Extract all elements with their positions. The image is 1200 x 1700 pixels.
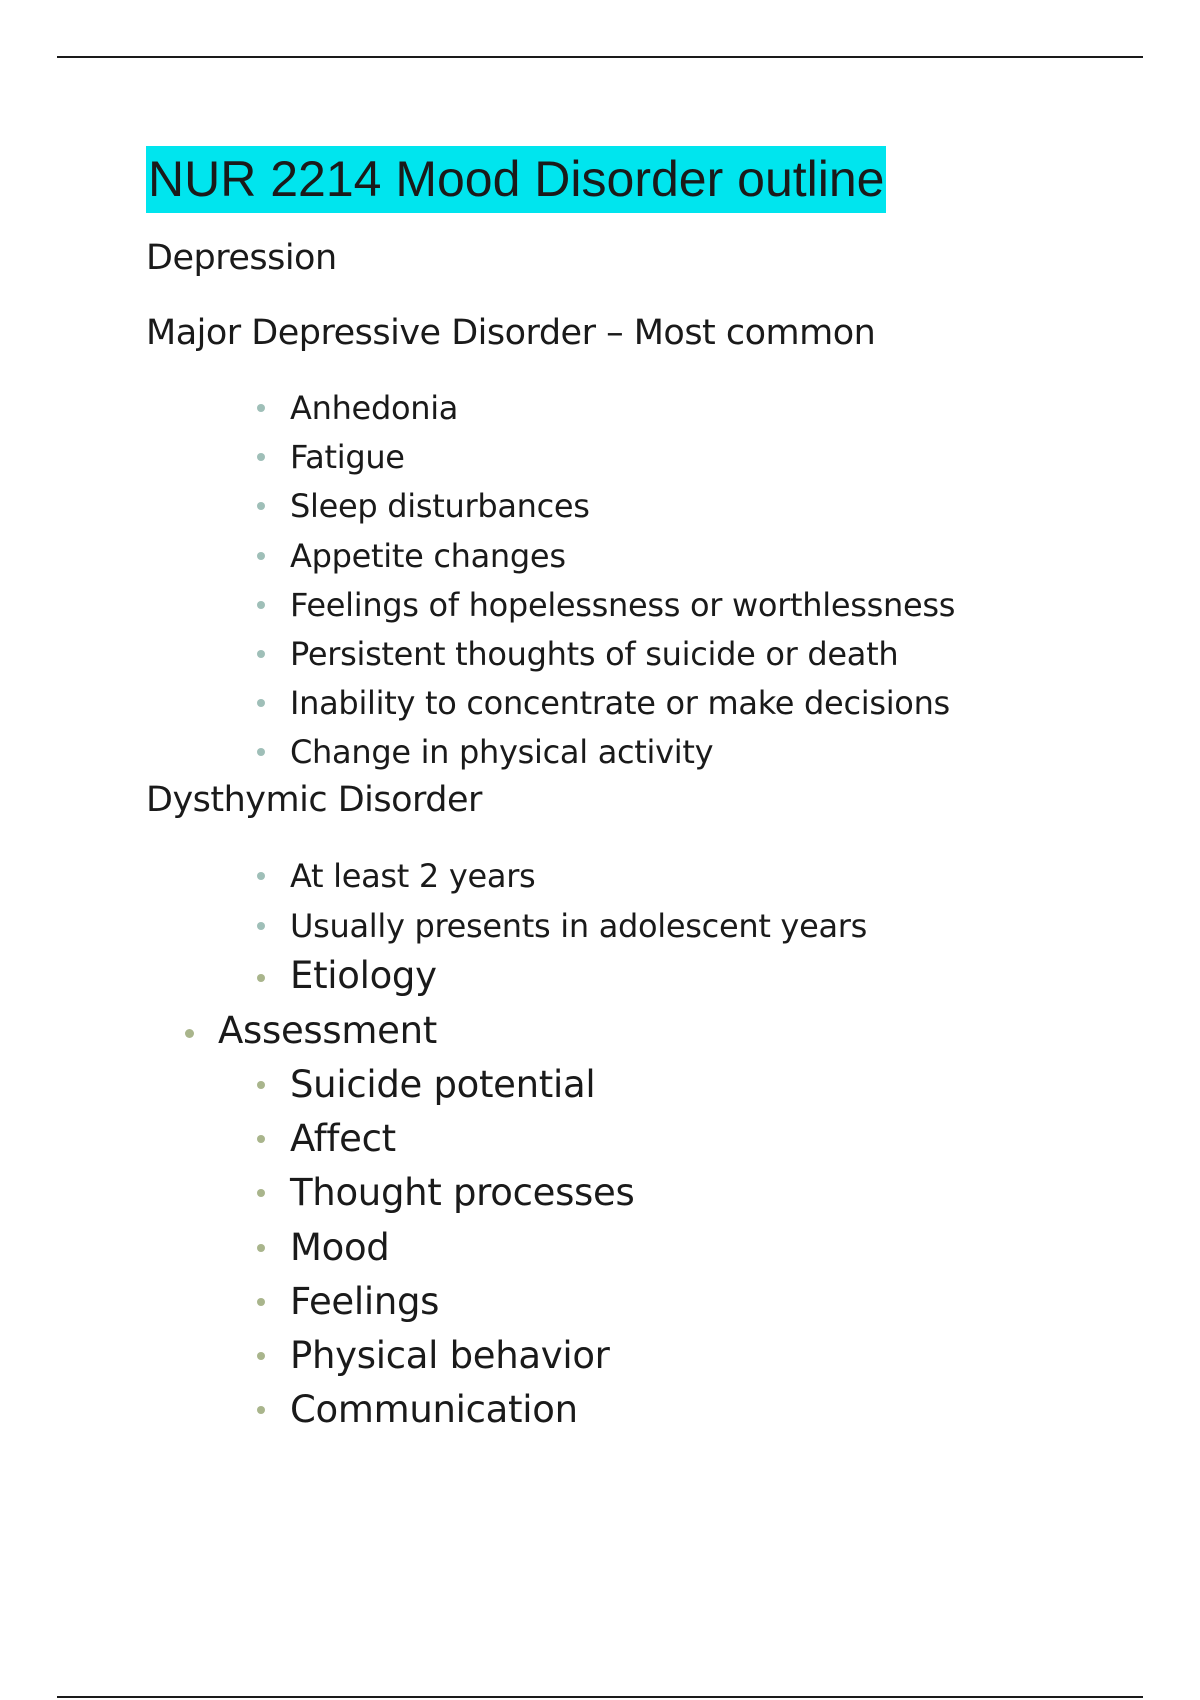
mdd-symptom-list [290, 388, 955, 782]
list-item [290, 683, 955, 732]
bullet-icon [257, 699, 265, 707]
bullet-icon [257, 974, 265, 982]
bullet-icon [257, 922, 265, 930]
heading-dysthymic-disorder: Dysthymic Disorder [146, 780, 482, 820]
bullet-icon [257, 650, 265, 658]
list-item [290, 732, 955, 781]
bullet-icon [257, 1406, 265, 1414]
list-item [290, 1063, 634, 1117]
list-item-text: Physical behavior [290, 1333, 610, 1377]
bullet-icon [257, 552, 265, 560]
list-item-text: Inability to concentrate or make decisions [290, 684, 950, 723]
bullet-icon [257, 872, 265, 880]
list-item-text: Feelings of hopelessness or worthlessness [290, 585, 956, 624]
list-item [290, 956, 867, 1006]
list-item-text: Persistent thoughts of suicide or death [290, 634, 899, 673]
bullet-icon [257, 404, 265, 412]
list-item-text: Appetite changes [290, 536, 566, 575]
list-item [290, 1226, 634, 1280]
list-item-text: Fatigue [290, 438, 405, 477]
assessment-label: Assessment [218, 1009, 437, 1052]
bullet-icon [257, 601, 265, 609]
list-item [290, 1388, 634, 1442]
list-item-text: Suicide potential [290, 1063, 596, 1106]
list-item [290, 1171, 634, 1225]
section-heading-depression: Depression [146, 238, 337, 278]
list-item [290, 388, 955, 437]
list-item-text: Etiology [290, 954, 437, 997]
list-item [290, 437, 955, 486]
bullet-icon [257, 502, 265, 510]
list-item-text: Affect [290, 1117, 396, 1161]
list-item [290, 1334, 634, 1388]
assessment-heading [218, 1009, 437, 1052]
assessment-list [290, 1063, 634, 1442]
bullet-icon [257, 1298, 265, 1306]
bullet-icon [257, 1244, 265, 1252]
heading-major-depressive-disorder: Major Depressive Disorder – Most common [146, 313, 876, 353]
list-item [290, 856, 867, 906]
list-item [290, 486, 955, 535]
list-item [290, 1117, 634, 1171]
list-item [290, 585, 955, 634]
list-item-text: Usually presents in adolescent years [290, 907, 867, 945]
list-item-text: Feelings [290, 1279, 440, 1323]
list-item [290, 906, 867, 956]
bullet-icon [185, 1029, 194, 1038]
list-item [290, 536, 955, 585]
list-item-text: Sleep disturbances [290, 487, 590, 526]
list-item [290, 1280, 634, 1334]
list-item-text: Thought processes [290, 1171, 635, 1215]
list-item-text: Anhedonia [290, 389, 459, 427]
bullet-icon [257, 1189, 265, 1197]
list-item [290, 634, 955, 683]
footer-rule [57, 1696, 1143, 1698]
list-item-text: Change in physical activity [290, 733, 714, 772]
bullet-icon [257, 1081, 265, 1089]
dysthymic-list [290, 856, 867, 1006]
bullet-icon [257, 748, 265, 756]
list-item-text: Mood [290, 1225, 390, 1269]
document-title: NUR 2214 Mood Disorder outline [146, 146, 886, 213]
list-item-text: Communication [290, 1388, 578, 1432]
bullet-icon [257, 453, 265, 461]
header-rule [57, 56, 1143, 58]
bullet-icon [257, 1352, 265, 1360]
bullet-icon [257, 1135, 265, 1143]
list-item-text: At least 2 years [290, 857, 536, 895]
